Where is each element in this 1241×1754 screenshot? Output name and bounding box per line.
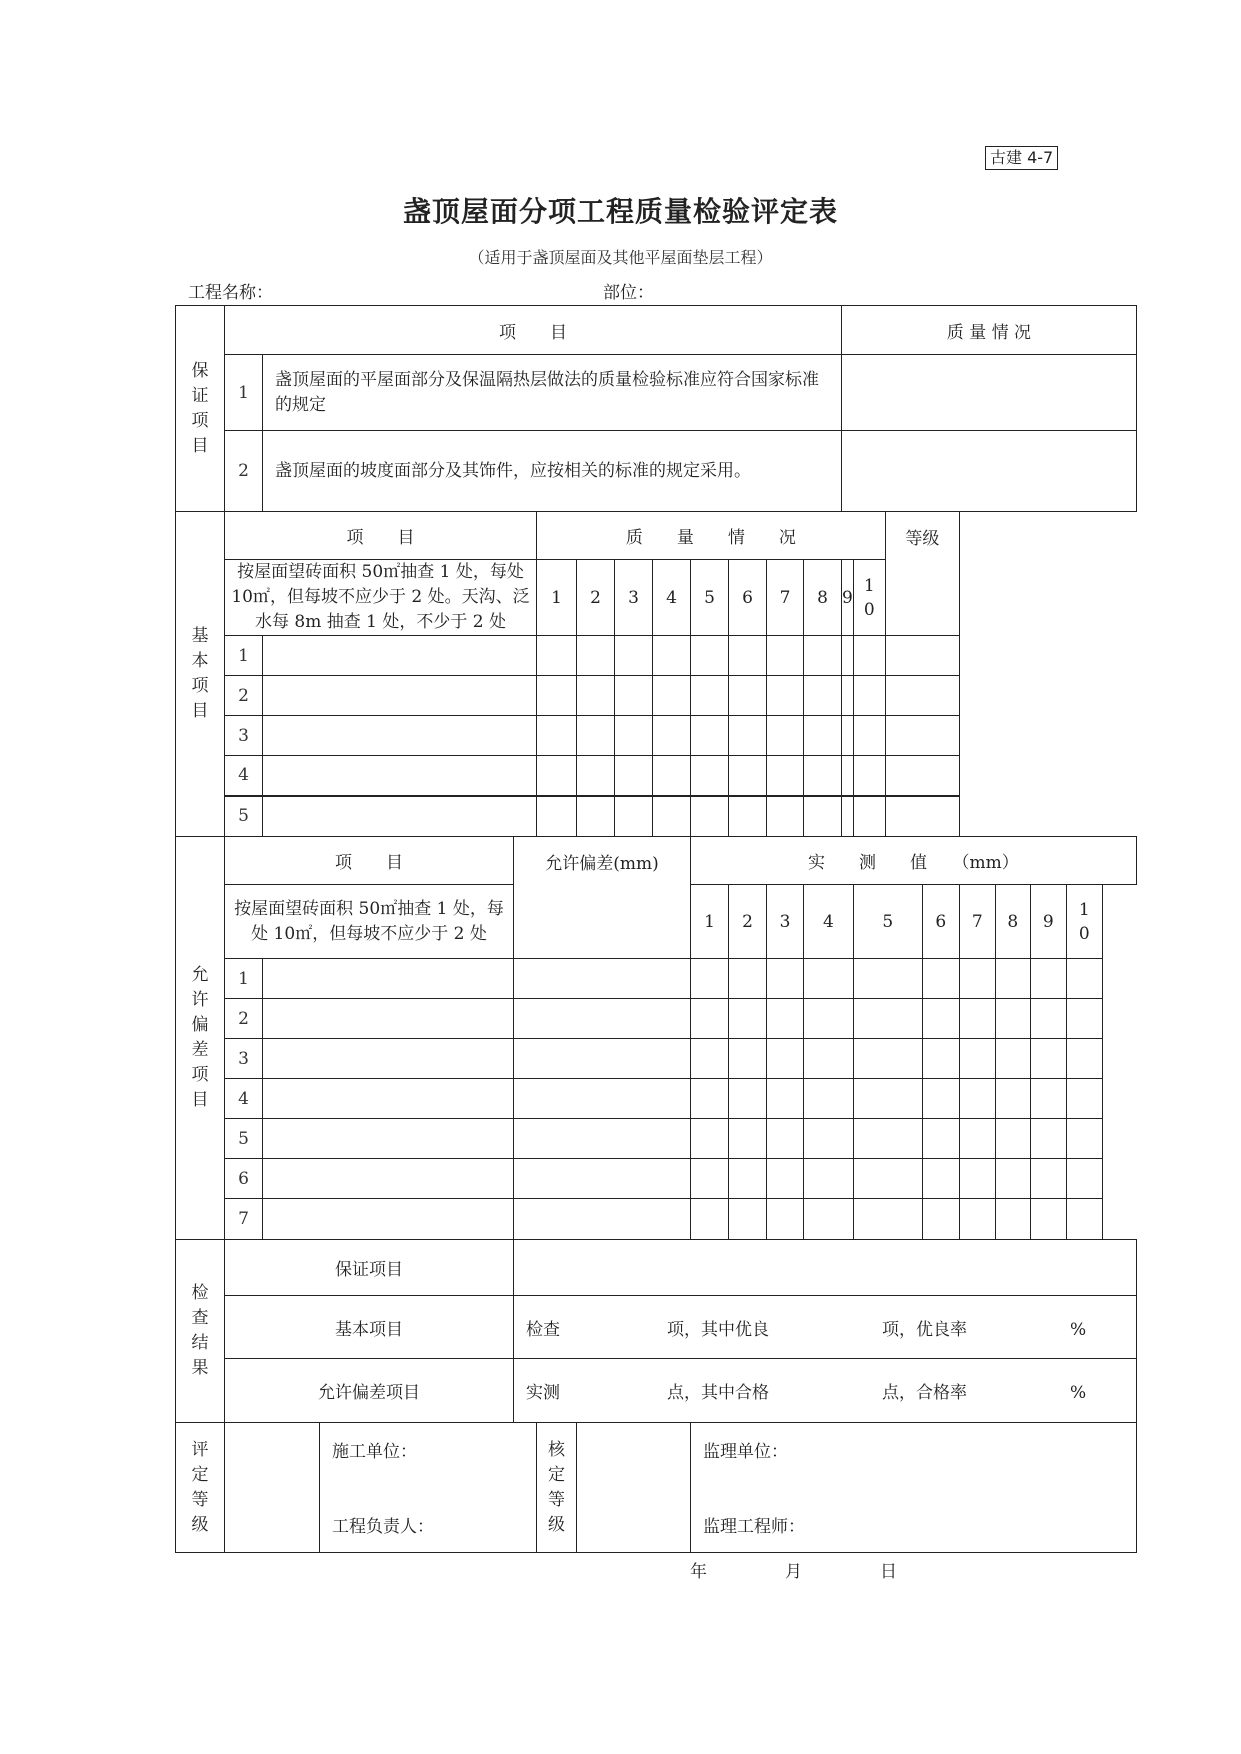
basic-row-item[interactable] — [263, 636, 537, 676]
deviation-column-header: 4 — [804, 885, 854, 959]
basic-row-number: 2 — [225, 676, 263, 716]
deviation-criteria: 按屋面望砖面积 50㎡抽查 1 处，每处 10㎡，但每坡不应少于 2 处 — [225, 885, 514, 959]
guarantee-quality-header: 质 量 情 况 — [842, 306, 1137, 355]
basic-side-label: 基本项目 — [176, 512, 225, 837]
basic-percent-sign: % — [1070, 1319, 1087, 1340]
basic-cell[interactable] — [577, 636, 615, 676]
inspection-deviation-result[interactable] — [514, 1359, 1137, 1423]
deviation-row-item[interactable] — [263, 999, 514, 1039]
supervision-unit-label: 监理单位： — [703, 1442, 788, 1462]
page-subtitle: （适用于盏顶屋面及其他平屋面垫层工程） — [468, 248, 773, 267]
basic-row-number: 1 — [225, 636, 263, 676]
deviation-tolerance-cell[interactable] — [514, 1159, 691, 1199]
inspection-basic-label: 基本项目 — [225, 1296, 514, 1359]
basic-cell[interactable] — [804, 676, 842, 716]
basic-cell[interactable] — [804, 756, 842, 796]
deviation-row-number: 6 — [225, 1159, 263, 1199]
deviation-cell[interactable] — [804, 1079, 854, 1119]
basic-cell[interactable] — [615, 796, 653, 837]
verify-grade-cell[interactable] — [577, 1423, 691, 1553]
basic-cell[interactable] — [577, 756, 615, 796]
deviation-percent-sign: % — [1070, 1383, 1087, 1403]
deviation-cell[interactable] — [729, 959, 767, 999]
deviation-cell[interactable] — [1030, 1039, 1066, 1079]
deviation-cell[interactable] — [804, 959, 854, 999]
deviation-cell[interactable] — [804, 1039, 854, 1079]
basic-grade-cell[interactable] — [885, 636, 959, 676]
deviation-measured-header: 实 测 值 （mm） — [691, 837, 1137, 885]
deviation-row-number: 4 — [225, 1079, 263, 1119]
basic-rate-text: 项，优良率 — [882, 1319, 967, 1340]
deviation-cell[interactable] — [959, 1039, 995, 1079]
deviation-row — [176, 1039, 1137, 1079]
deviation-cell[interactable] — [767, 999, 804, 1039]
basic-column-header: 7 — [767, 560, 804, 636]
basic-criteria: 按屋面望砖面积 50㎡抽查 1 处，每处 10㎡，但每坡不应少于 2 处。天沟、泛水每 8m 抽查 1 处，不少于 2 处 — [225, 560, 537, 636]
deviation-row-item[interactable] — [263, 1079, 514, 1119]
basic-cell[interactable] — [842, 676, 854, 716]
deviation-cell[interactable] — [1030, 1119, 1066, 1159]
basic-grade-cell[interactable] — [885, 716, 959, 756]
basic-cell[interactable] — [853, 756, 885, 796]
project-manager-label: 工程负责人： — [332, 1517, 434, 1537]
deviation-cell[interactable] — [767, 1119, 804, 1159]
deviation-cell[interactable] — [729, 1199, 767, 1240]
basic-row-item[interactable] — [263, 716, 537, 756]
deviation-cell[interactable] — [995, 1039, 1030, 1079]
basic-check-text: 检查 — [526, 1319, 560, 1340]
deviation-row-number: 1 — [225, 959, 263, 999]
basic-cell[interactable] — [691, 756, 729, 796]
basic-row-number: 3 — [225, 716, 263, 756]
supervision-signature-block — [691, 1423, 1137, 1553]
deviation-column-header: 9 — [1030, 885, 1066, 959]
deviation-column-header: 7 — [959, 885, 995, 959]
deviation-row — [176, 1119, 1137, 1159]
deviation-cell[interactable] — [729, 1079, 767, 1119]
basic-column-header: 4 — [653, 560, 691, 636]
deviation-cell[interactable] — [1066, 1199, 1102, 1240]
guarantee-row-quality[interactable] — [842, 355, 1137, 431]
deviation-cell[interactable] — [1030, 959, 1066, 999]
deviation-cell[interactable] — [729, 1119, 767, 1159]
deviation-cell[interactable] — [767, 1159, 804, 1199]
basic-column-header: 5 — [691, 560, 729, 636]
basic-cell[interactable] — [615, 716, 653, 756]
project-name-label: 工程名称： — [188, 283, 273, 303]
basic-column-header: 1 — [537, 560, 577, 636]
basic-grade-cell[interactable] — [885, 756, 959, 796]
basic-cell[interactable] — [842, 636, 854, 676]
deviation-column-header: 6 — [922, 885, 959, 959]
guarantee-row-number: 2 — [225, 431, 263, 512]
evaluation-side-label: 评定等级 — [176, 1423, 225, 1553]
deviation-cell[interactable] — [995, 1199, 1030, 1240]
deviation-tolerance-cell[interactable] — [514, 1119, 691, 1159]
deviation-row-number: 7 — [225, 1199, 263, 1240]
basic-cell[interactable] — [729, 756, 767, 796]
basic-cell[interactable] — [853, 716, 885, 756]
basic-cell[interactable] — [691, 716, 729, 756]
deviation-cell[interactable] — [922, 1039, 959, 1079]
deviation-tolerance-header: 允许偏差(mm) — [514, 837, 691, 959]
deviation-tolerance-cell[interactable] — [514, 1039, 691, 1079]
basic-grade-cell[interactable] — [885, 796, 959, 837]
deviation-cell[interactable] — [853, 1039, 922, 1079]
deviation-cell[interactable] — [691, 1119, 729, 1159]
deviation-row — [176, 1199, 1137, 1240]
date-month-label: 月 — [785, 1562, 802, 1582]
deviation-cell[interactable] — [853, 1119, 922, 1159]
deviation-row — [176, 999, 1137, 1039]
deviation-column-header: 1 0 — [1066, 885, 1102, 959]
basic-quality-header: 质 量 情 况 — [537, 512, 886, 560]
deviation-cell[interactable] — [691, 999, 729, 1039]
basic-cell[interactable] — [577, 796, 615, 837]
deviation-cell[interactable] — [804, 1159, 854, 1199]
basic-cell[interactable] — [729, 716, 767, 756]
deviation-cell[interactable] — [767, 1039, 804, 1079]
inspection-basic-result[interactable] — [514, 1296, 1137, 1359]
basic-cell[interactable] — [729, 636, 767, 676]
basic-cell[interactable] — [853, 636, 885, 676]
deviation-cell[interactable] — [804, 999, 854, 1039]
deviation-tolerance-cell[interactable] — [514, 999, 691, 1039]
deviation-cell[interactable] — [804, 1119, 854, 1159]
deviation-cell[interactable] — [959, 1159, 995, 1199]
basic-cell[interactable] — [691, 636, 729, 676]
basic-column-header: 8 — [804, 560, 842, 636]
construction-signature-block — [320, 1423, 537, 1553]
basic-cell[interactable] — [853, 676, 885, 716]
basic-excellent-text: 项，其中优良 — [667, 1319, 769, 1340]
basic-row-number: 5 — [225, 796, 263, 837]
basic-row — [176, 636, 1137, 676]
deviation-measured-text: 实测 — [526, 1383, 560, 1403]
guarantee-row-text: 盏顶屋面的平屋面部分及保温隔热层做法的质量检验标准应符合国家标准的规定 — [263, 355, 842, 431]
deviation-cell[interactable] — [922, 959, 959, 999]
deviation-cell[interactable] — [1066, 959, 1102, 999]
inspection-guarantee-result[interactable] — [514, 1240, 1137, 1296]
basic-cell[interactable] — [537, 756, 577, 796]
deviation-cell[interactable] — [995, 1159, 1030, 1199]
basic-row — [176, 716, 1137, 756]
basic-cell[interactable] — [653, 716, 691, 756]
deviation-cell[interactable] — [959, 1079, 995, 1119]
date-year-label: 年 — [690, 1562, 707, 1582]
deviation-cell[interactable] — [959, 999, 995, 1039]
deviation-cell[interactable] — [1066, 999, 1102, 1039]
deviation-cell[interactable] — [1066, 1159, 1102, 1199]
basic-cell[interactable] — [853, 796, 885, 837]
guarantee-item-header: 项 目 — [225, 306, 842, 355]
deviation-cell[interactable] — [729, 1039, 767, 1079]
basic-cell[interactable] — [729, 676, 767, 716]
deviation-cell[interactable] — [995, 999, 1030, 1039]
basic-cell[interactable] — [537, 716, 577, 756]
deviation-cell[interactable] — [853, 959, 922, 999]
basic-cell[interactable] — [767, 636, 804, 676]
basic-grade-cell[interactable] — [885, 676, 959, 716]
deviation-cell[interactable] — [691, 1039, 729, 1079]
deviation-column-header: 1 — [691, 885, 729, 959]
basic-row — [176, 756, 1137, 796]
supervision-engineer-label: 监理工程师： — [703, 1517, 805, 1537]
basic-cell[interactable] — [804, 716, 842, 756]
evaluation-table — [175, 305, 1137, 1553]
basic-cell[interactable] — [577, 716, 615, 756]
basic-row-item[interactable] — [263, 676, 537, 716]
location-label: 部位： — [603, 283, 654, 303]
basic-cell[interactable] — [653, 676, 691, 716]
deviation-row-item[interactable] — [263, 1119, 514, 1159]
deviation-cell[interactable] — [853, 1199, 922, 1240]
inspection-guarantee-label: 保证项目 — [225, 1240, 514, 1296]
page-title: 盏顶屋面分项工程质量检验评定表 — [402, 195, 838, 228]
deviation-column-header: 8 — [995, 885, 1030, 959]
basic-cell[interactable] — [767, 676, 804, 716]
deviation-cell[interactable] — [922, 999, 959, 1039]
evaluation-grade-cell[interactable] — [225, 1423, 320, 1553]
basic-cell[interactable] — [615, 756, 653, 796]
deviation-cell[interactable] — [691, 1079, 729, 1119]
deviation-cell[interactable] — [767, 959, 804, 999]
guarantee-side-label: 保证项目 — [176, 306, 225, 512]
deviation-row — [176, 1159, 1137, 1199]
guarantee-row-quality[interactable] — [842, 431, 1137, 512]
deviation-item-header: 项 目 — [225, 837, 514, 885]
basic-cell[interactable] — [767, 756, 804, 796]
deviation-cell[interactable] — [995, 959, 1030, 999]
deviation-row-item[interactable] — [263, 1199, 514, 1240]
deviation-cell[interactable] — [959, 959, 995, 999]
basic-cell[interactable] — [842, 756, 854, 796]
basic-cell[interactable] — [691, 676, 729, 716]
deviation-row-item[interactable] — [263, 1039, 514, 1079]
deviation-cell[interactable] — [853, 1159, 922, 1199]
deviation-tolerance-cell[interactable] — [514, 959, 691, 999]
basic-column-header: 2 — [577, 560, 615, 636]
basic-column-header: 6 — [729, 560, 767, 636]
deviation-cell[interactable] — [959, 1119, 995, 1159]
basic-cell[interactable] — [653, 756, 691, 796]
deviation-cell[interactable] — [922, 1119, 959, 1159]
deviation-cell[interactable] — [922, 1159, 959, 1199]
basic-cell[interactable] — [767, 716, 804, 756]
basic-cell[interactable] — [767, 796, 804, 837]
deviation-column-header: 3 — [767, 885, 804, 959]
deviation-row-item[interactable] — [263, 959, 514, 999]
basic-grade-header: 等级 — [885, 512, 959, 636]
deviation-cell[interactable] — [1030, 999, 1066, 1039]
basic-column-header: 3 — [615, 560, 653, 636]
deviation-cell[interactable] — [691, 1199, 729, 1240]
construction-unit-label: 施工单位： — [332, 1442, 417, 1462]
deviation-cell[interactable] — [1066, 1079, 1102, 1119]
deviation-cell[interactable] — [767, 1199, 804, 1240]
basic-cell[interactable] — [729, 796, 767, 837]
deviation-cell[interactable] — [804, 1199, 854, 1240]
deviation-cell[interactable] — [691, 959, 729, 999]
deviation-cell[interactable] — [995, 1079, 1030, 1119]
deviation-rate-text: 点，合格率 — [882, 1383, 967, 1403]
basic-cell[interactable] — [537, 796, 577, 837]
deviation-cell[interactable] — [853, 1079, 922, 1119]
deviation-cell[interactable] — [1066, 1039, 1102, 1079]
basic-row-number: 4 — [225, 756, 263, 796]
basic-cell[interactable] — [577, 676, 615, 716]
date-day-label: 日 — [880, 1562, 897, 1582]
deviation-column-header: 5 — [853, 885, 922, 959]
deviation-row-number: 5 — [225, 1119, 263, 1159]
form-code: 古建 4-7 — [985, 146, 1058, 170]
deviation-row-number: 3 — [225, 1039, 263, 1079]
basic-cell[interactable] — [537, 676, 577, 716]
basic-cell[interactable] — [804, 636, 842, 676]
deviation-cell[interactable] — [922, 1199, 959, 1240]
basic-cell[interactable] — [615, 676, 653, 716]
basic-cell[interactable] — [842, 716, 854, 756]
basic-item-header: 项 目 — [225, 512, 537, 560]
basic-column-header: 9 — [842, 560, 854, 636]
basic-cell[interactable] — [653, 796, 691, 837]
deviation-row — [176, 1079, 1137, 1119]
guarantee-row-number: 1 — [225, 355, 263, 431]
deviation-cell[interactable] — [959, 1199, 995, 1240]
deviation-row — [176, 959, 1137, 999]
basic-cell[interactable] — [653, 636, 691, 676]
basic-row-item[interactable] — [263, 756, 537, 796]
basic-cell[interactable] — [537, 636, 577, 676]
deviation-row-number: 2 — [225, 999, 263, 1039]
basic-row — [176, 676, 1137, 716]
deviation-column-header: 2 — [729, 885, 767, 959]
basic-row-item[interactable] — [263, 796, 537, 837]
basic-column-header: 1 0 — [853, 560, 885, 636]
deviation-cell[interactable] — [922, 1079, 959, 1119]
deviation-tolerance-cell[interactable] — [514, 1199, 691, 1240]
basic-cell[interactable] — [615, 636, 653, 676]
deviation-cell[interactable] — [1066, 1119, 1102, 1159]
basic-cell[interactable] — [842, 796, 854, 837]
basic-row — [176, 796, 1137, 837]
inspection-side-label: 检查结果 — [176, 1240, 225, 1423]
deviation-side-label: 允许偏差项目 — [176, 837, 225, 1240]
deviation-cell[interactable] — [995, 1119, 1030, 1159]
basic-cell[interactable] — [804, 796, 842, 837]
deviation-cell[interactable] — [691, 1159, 729, 1199]
deviation-qualified-text: 点，其中合格 — [667, 1383, 769, 1403]
deviation-cell[interactable] — [729, 999, 767, 1039]
deviation-cell[interactable] — [1030, 1079, 1066, 1119]
deviation-cell[interactable] — [853, 999, 922, 1039]
deviation-cell[interactable] — [767, 1079, 804, 1119]
deviation-cell[interactable] — [729, 1159, 767, 1199]
deviation-tolerance-cell[interactable] — [514, 1079, 691, 1119]
deviation-row-item[interactable] — [263, 1159, 514, 1199]
inspection-deviation-label: 允许偏差项目 — [225, 1359, 514, 1423]
guarantee-row-text: 盏顶屋面的坡度面部分及其饰件，应按相关的标准的规定采用。 — [263, 431, 842, 512]
basic-cell[interactable] — [691, 796, 729, 837]
verify-grade-label: 核定等级 — [537, 1423, 577, 1553]
deviation-cell[interactable] — [1030, 1159, 1066, 1199]
deviation-cell[interactable] — [1030, 1199, 1066, 1240]
